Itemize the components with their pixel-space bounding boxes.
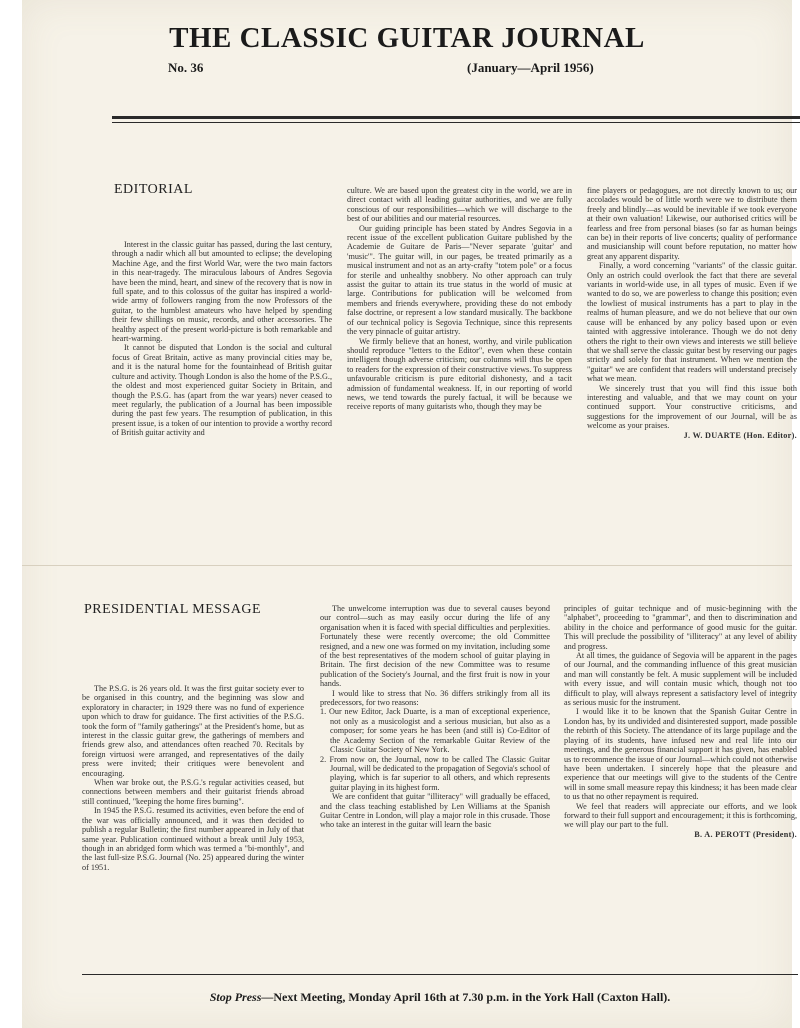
presidential-column-2 — [320, 604, 550, 966]
editorial-paragraph: Our guiding principle has been stated by Andres Segovia in a recent issue of the excellent publication Guitare published by the Academie de Guitare de Paris—"Never separate 'guitar' and 'music'". The guitar will, in our pages, be treated primarily as a musical instrument and not as an arty-crafty "totem pole" or a focus for sterile and unhealthy snobbery. No other approach can truly assist the guitar to attain its true status in the world of music at large. Contributions for publication will be welcomed from members and friends everywhere, providing these do not embody false doctrine, or represent a low standard musically. The backbone of our technical policy is Segovia Technique, since this represents the very pinnacle of guitar artistry. — [347, 223, 572, 337]
editorial-paragraph: Interest in the classic guitar has passed, during the last century, through a nadir which all but amounted to eclipse; the developing Machine Age, and the first World War, were the two main factors in this near-tragedy. The miraculous labours of Andres Segovia have been the mind, heart, and sinew of the recovery that is now in full spate, and to this colossus of the guitar has inspired a world-wide army of followers ranging from the now Professors of the guitar, to the humblest amateurs who have helped by spending their few shillings on music, records, and other accessories. The healthy aspect of the present world-picture is both remarkable and heart-warming. — [112, 240, 332, 344]
presidential-heading: PRESIDENTIAL MESSAGE — [84, 602, 262, 617]
presidential-paragraph: We feel that readers will appreciate our efforts, and we look forward to their full support and encouragement; it this is forthcoming, we will play our part to the full. — [564, 801, 797, 830]
stop-press — [82, 990, 798, 1005]
president-signature: B. A. PEROTT (President). — [694, 829, 797, 839]
editorial-paragraph: It cannot be disputed that London is the social and cultural focus of Great Britain, active as many provincial cities may be, and it is the natural home for the fountainhead of British guitar culture and activity. Though London is also the home of the P.S.G., the oldest and most experienced guitar Society in Britain, and though the P.S.G. has (apart from the war years) never ceased to meet regularly, the publication of a Journal has been impossible during the past few years. The resumption of publication, in this present issue, is a token of our intention to provide a worthy record of British guitar activity and — [112, 343, 332, 438]
masthead — [22, 22, 792, 55]
presidential-paragraph: I would like to stress that No. 36 differs strikingly from all its predecessors, for two reasons: — [320, 688, 550, 708]
editorial-paragraph: We sincerely trust that you will find this issue both interesting and valuable, and that we may count on your continued support. Your constructive criticisms, and suggestions for the improvement of our Journal, will be as welcome as your praises. — [587, 383, 797, 431]
masthead-rule-thick — [112, 116, 800, 119]
presidential-paragraph: The P.S.G. is 26 years old. It was the first guitar society ever to be organised in this country, and the beginning was slow and exploratory in character; in 1929 there was no fund of experience upon which to draw for guidance. The first activities of the P.S.G. took the form of "family gatherings" at the President's home, but as interest in the classic guitar grew, the gatherings of members and friends grew also, and attendances often reached 70. Recitals by foreign virtuosi were arranged, and representatives of the daily press were invited; their critiques were benevolent and encouraging. — [82, 684, 304, 778]
presidential-paragraph: principles of guitar technique and of music-beginning with the "alphabet", proceeding to "grammar", and then to discrimination and ability in the choice and performance of good music for the guitar. This will preclude the possibility of "illiteracy" at any level of ability and progress. — [564, 604, 797, 651]
issue-number: No. 36 — [168, 60, 204, 75]
editorial-paragraph: culture. We are based upon the greatest city in the world, we are in direct contact with all leading guitar authorities, and we are fully conscious of our responsibilities—which we will discharge to the best of our abilities and our material resources. — [347, 186, 572, 224]
stop-press-rule — [82, 974, 798, 975]
presidential-paragraph: I would like it to be known that the Spanish Guitar Centre in London has, by its undivided and disinterested support, made possible the rebirth of this Society. The attendance of its large pupilage and the playing of its students, have infused new and real life into our meetings, and the generous financial support it has given, has enabled us to recommence the issue of our Journal—which could not otherwise have been undertaken. I sincerely hope that the pleasure and experience that our meetings will give to the students of the Centre will in some small measure repay this kindness; it has been made clear to us that no other repayment is required. — [564, 707, 797, 802]
issue-dates: (January—April 1956) — [467, 60, 594, 75]
editorial-heading: EDITORIAL — [114, 182, 193, 197]
page-fold — [22, 565, 792, 566]
presidential-paragraph: In 1945 the P.S.G. resumed its activities, even before the end of the war was officially announced, and it was then decided to publish a regular Bulletin; the first number appeared in July of that same year. Publication continued without a break until July 1953, though in an abridged form which was termed a "bi-monthly", and the last full-size P.S.G. Journal (No. 25) appeared during the winter of 1951. — [82, 806, 304, 872]
editorial-column-1 — [112, 240, 332, 554]
presidential-paragraph: When war broke out, the P.S.G.'s regular activities ceased, but connections between members and their guitarist friends abroad still continued, "keeping the home fires burning". — [82, 778, 304, 806]
editorial-paragraph: Finally, a word concerning "variants" of the classic guitar. Only an ostrich could overlook the fact that there are several variants in world-wide use, in all types of music. Even if we wanted to do so, we are powerless to change this position; even the lowliest of musical instruments has a part to play in the realms of human pleasure, and we do not believe that our own cause will be enhanced by any policy based upon or even tainted with aggressive intolerance. Though we do not deny others the right to their own views and interests we still believe that we shall serve the classic guitar best by reserving our pages strictly and solely for that instrument. When we mention the "guitar" we are confident that readers will understand precisely what we mean. — [587, 261, 797, 384]
presidential-list-item: 1. Our new Editor, Jack Duarte, is a man of exceptional experience, not only as a musicologist and a serious musician, but also as a composer; for some years he has been (and still is) Co-Editor of the Academy Section of the remarkable Guitar Review of the Classic Guitar Society of New York. — [320, 707, 550, 755]
editorial-paragraph: fine players or pedagogues, are not directly known to us; our accolades would be of little worth were we to distribute them freely and blindly—as would be inevitable if we took everyone at their own valuation! Likewise, our authorised critics will be fearless and free from personal biases (so far as human beings can be) in their reports of live concerts; quality of performance and musicianship will count before reputation, no matter how great any apparent disparity. — [587, 186, 797, 261]
journal-page — [22, 0, 797, 1028]
journal-title: THE CLASSIC GUITAR JOURNAL — [169, 22, 645, 54]
masthead-rule-thin — [112, 122, 800, 123]
presidential-paragraph: At all times, the guidance of Segovia will be apparent in the pages of our Journal, and the commanding influence of this great musician and man will constantly be felt. A music supplement will be included with every issue, and will contain music which, though not too difficult to play, will always represent a satisfactory level of integrity as serious music for the instrument. — [564, 651, 797, 708]
editorial-column-3 — [587, 186, 797, 554]
presidential-paragraph: We are confident that guitar "illiteracy" will gradually be effaced, and the class teaching established by Len Williams at the Spanish Guitar Centre in London, will play a major role in this crusade. Those who take an interest in the guitar will learn the basic — [320, 792, 550, 830]
presidential-list-item: 2. From now on, the Journal, now to be called The Classic Guitar Journal, will be dedicated to the propagation of Segovia's school of playing, which is far superior to all others, and which represents guitar playing in its highest form. — [320, 754, 550, 792]
stop-press-text: Next Meeting, Monday April 16th at 7.30 p.m. in the York Hall (Caxton Hall). — [273, 990, 671, 1004]
editorial-paragraph: We firmly believe that an honest, worthy, and virile publication should reproduce "letters to the Editor", even when these contain intelligent though adverse criticism; our columns will thus be open to readers for the expression of their constructive views. To suppress unfavourable criticism is pure editorial dishonesty, and a tacit admission of fundamental weakness. If, in our reporting of world news, we tend towards the purely factual, it will be because we receive reports of many guitarists who, though they may be — [347, 336, 572, 412]
presidential-column-1 — [82, 684, 304, 966]
stop-press-lead: Stop Press— — [209, 990, 274, 1004]
editor-signature: J. W. DUARTE (Hon. Editor). — [683, 430, 797, 440]
presidential-column-3 — [564, 604, 797, 966]
editorial-column-2 — [347, 186, 572, 554]
presidential-paragraph: The unwelcome interruption was due to several causes beyond our control—such as may easily occur during the life of any organisation when it is faced with special difficulties and perplexities. Fortunately these were recently overcome; the old Committee resigned, and a new one was formed on my invitation, including some of the best representatives of the modern school of guitar playing in Britain. The first decision of the new Committee was to resume publication of the Society's Journal, and the first fruit is now in your hands. — [320, 604, 550, 689]
